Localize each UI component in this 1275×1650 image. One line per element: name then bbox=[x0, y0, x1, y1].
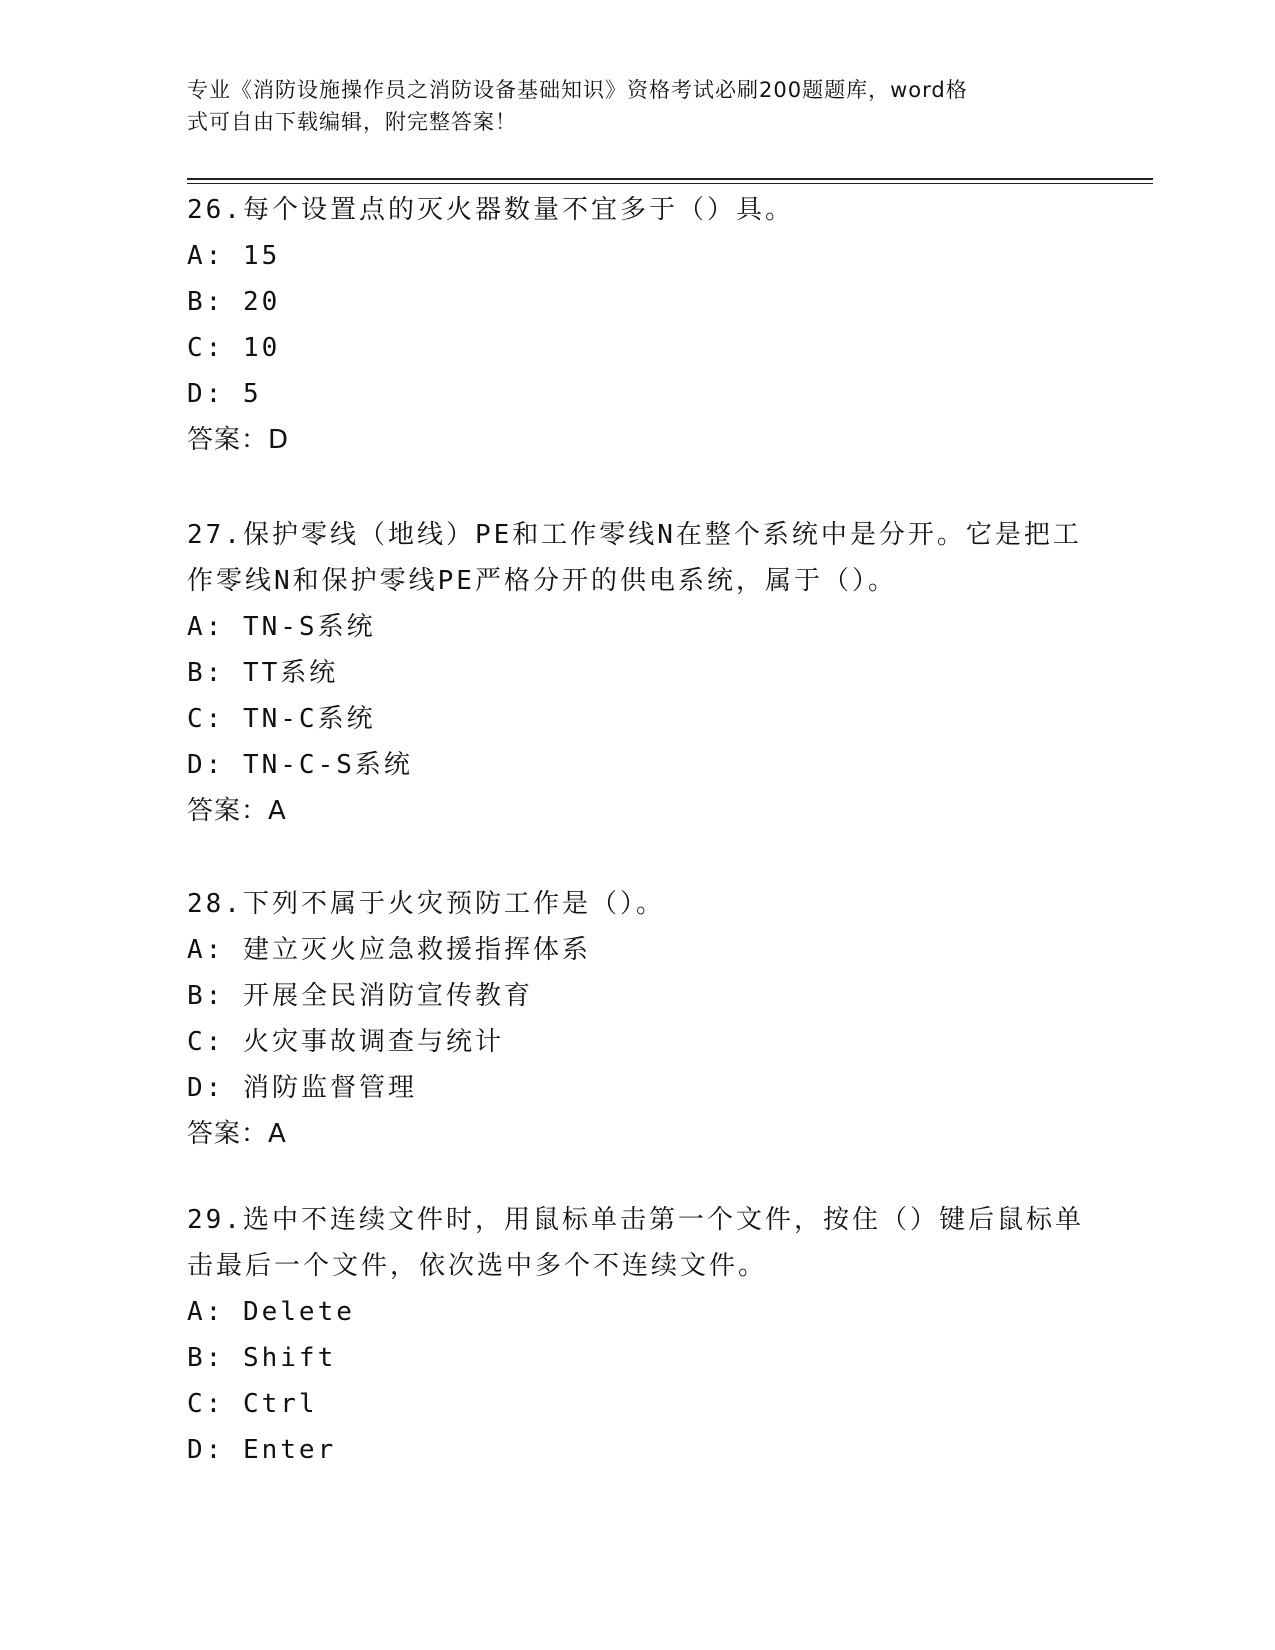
answer-line: 答案：D bbox=[187, 425, 290, 455]
option-a: A: TN-S系统 bbox=[187, 612, 376, 642]
option-a: A: 15 bbox=[187, 241, 281, 271]
question-stem-continued: 作零线N和保护零线PE严格分开的供电系统，属于（）。 bbox=[187, 566, 897, 596]
option-b: B: Shift bbox=[187, 1343, 337, 1373]
question-stem: 26.每个设置点的灭火器数量不宜多于（）具。 bbox=[187, 195, 794, 225]
question-stem-continued: 击最后一个文件，依次选中多个不连续文件。 bbox=[187, 1251, 768, 1281]
option-c: C: 火灾事故调查与统计 bbox=[187, 1027, 504, 1057]
question-29 bbox=[187, 1197, 1087, 1473]
header-rule-thick bbox=[187, 178, 1153, 180]
option-d: D: 5 bbox=[187, 379, 262, 409]
answer-line: 答案：A bbox=[187, 1119, 287, 1149]
question-stem: 29.选中不连续文件时，用鼠标单击第一个文件，按住（）键后鼠标单 bbox=[187, 1205, 1084, 1235]
option-d: D: Enter bbox=[187, 1435, 337, 1465]
header-rule-thin bbox=[187, 183, 1153, 184]
question-27 bbox=[187, 512, 1087, 834]
option-b: B: 开展全民消防宣传教育 bbox=[187, 981, 533, 1011]
option-a: A: Delete bbox=[187, 1297, 355, 1327]
question-stem: 27.保护零线（地线）PE和工作零线N在整个系统中是分开。它是把工 bbox=[187, 520, 1082, 550]
option-d: D: TN-C-S系统 bbox=[187, 750, 413, 780]
option-c: C: TN-C系统 bbox=[187, 704, 376, 734]
option-d: D: 消防监督管理 bbox=[187, 1073, 417, 1103]
option-b: B: TT系统 bbox=[187, 658, 339, 688]
option-c: C: 10 bbox=[187, 333, 281, 363]
question-28 bbox=[187, 881, 1087, 1157]
document-header bbox=[187, 74, 1067, 138]
header-line-1: 专业《消防设施操作员之消防设备基础知识》资格考试必刷200题题库，word格 bbox=[187, 78, 968, 102]
option-a: A: 建立灭火应急救援指挥体系 bbox=[187, 935, 591, 965]
option-c: C: Ctrl bbox=[187, 1389, 318, 1419]
answer-line: 答案：A bbox=[187, 796, 287, 826]
option-b: B: 20 bbox=[187, 287, 281, 317]
question-stem: 28.下列不属于火灾预防工作是（）。 bbox=[187, 889, 665, 919]
header-line-2: 式可自由下载编辑，附完整答案！ bbox=[187, 110, 517, 134]
question-26 bbox=[187, 187, 1087, 463]
